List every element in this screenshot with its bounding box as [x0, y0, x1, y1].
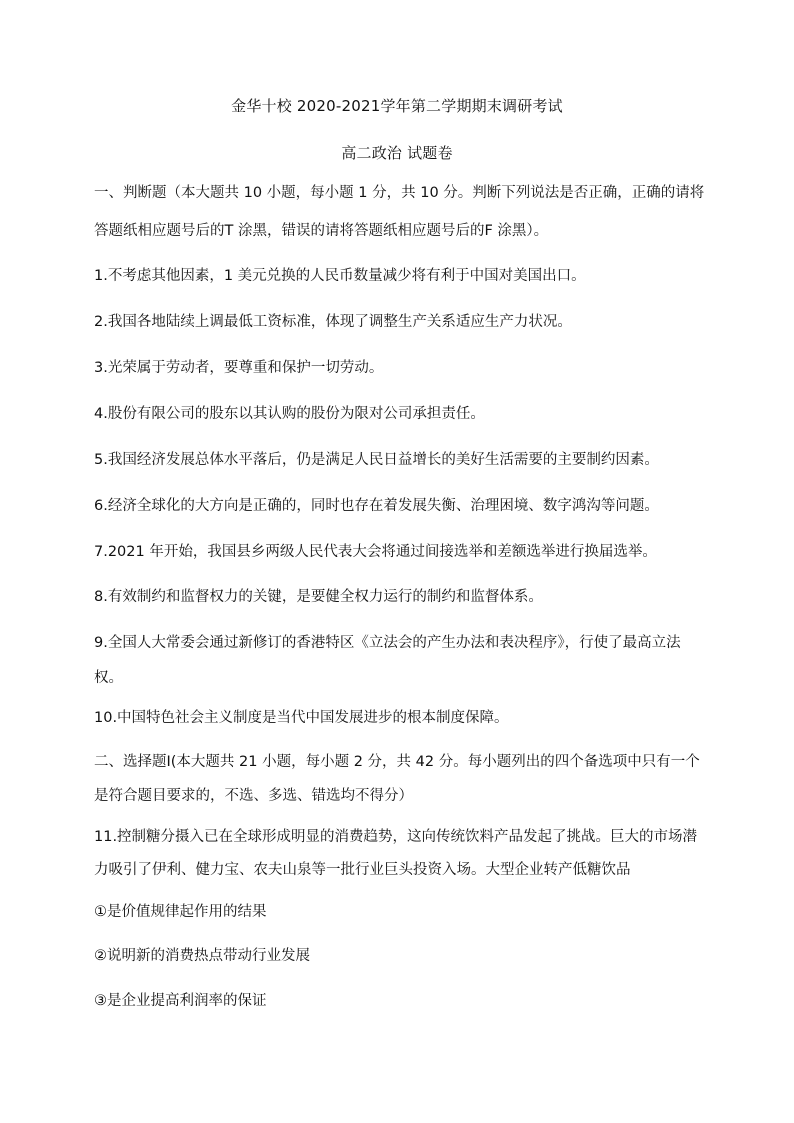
judgment-item-4: 4.股份有限公司的股东以其认购的股份为限对公司承担责任。 [94, 406, 485, 422]
exam-title: 金华十校 2020-2021学年第二学期期末调研考试 [231, 97, 563, 115]
exam-subtitle: 高二政治 试题卷 [341, 144, 453, 162]
question-11-stem-line1: 11.控制糖分摄入已在全球形成明显的消费趋势，这向传统饮料产品发起了挑战。巨大的市场潜 [94, 829, 698, 845]
question-11-stem-line2: 力吸引了伊利、健力宝、农夫山泉等一批行业巨头投资入场。大型企业转产低糖饮品 [94, 862, 631, 878]
judgment-item-8: 8.有效制约和监督权力的关键，是要健全权力运行的制约和监督体系。 [94, 589, 543, 605]
judgment-item-2: 2.我国各地陆续上调最低工资标准，体现了调整生产关系适应生产力状况。 [94, 314, 572, 330]
judgment-item-5: 5.我国经济发展总体水平落后，仍是满足人民日益增长的美好生活需要的主要制约因素。 [94, 452, 659, 468]
judgment-item-6: 6.经济全球化的大方向是正确的，同时也存在着发展失衡、治理困境、数字鸿沟等问题。 [94, 498, 659, 514]
question-11-option-2: ②说明新的消费热点带动行业发展 [94, 948, 310, 964]
judgment-item-9-line2: 权。 [94, 670, 123, 686]
judgment-item-3: 3.光荣属于劳动者，要尊重和保护一切劳动。 [94, 360, 384, 376]
section1-instructions-line2: 答题纸相应题号后的T 涂黑，错误的请将答题纸相应题号后的F 涂黑）。 [94, 223, 549, 239]
judgment-item-10: 10.中国特色社会主义制度是当代中国发展进步的根本制度保障。 [94, 710, 509, 726]
judgment-item-9-line1: 9.全国人大常委会通过新修订的香港特区《立法会的产生办法和表决程序》，行使了最高立法 [94, 635, 681, 651]
judgment-item-1: 1.不考虑其他因素，1 美元兑换的人民币数量减少将有利于中国对美国出口。 [94, 268, 586, 284]
section2-instructions-line1: 二、选择题Ⅰ(本大题共 21 小题，每小题 2 分，共 42 分。每小题列出的四个备选项中只有一个 [94, 754, 700, 770]
question-11-option-3: ③是企业提高利润率的保证 [94, 993, 267, 1009]
judgment-item-7: 7.2021 年开始，我国县乡两级人民代表大会将通过间接选举和差额选举进行换届选举。 [94, 544, 657, 560]
section2-instructions-line2: 是符合题目要求的，不选、多选、错选均不得分） [94, 788, 413, 804]
question-11-option-1: ①是价值规律起作用的结果 [94, 904, 267, 920]
section1-instructions-line1: 一、判断题（本大题共 10 小题，每小题 1 分，共 10 分。判断下列说法是否正确，正确的请将 [94, 185, 705, 201]
